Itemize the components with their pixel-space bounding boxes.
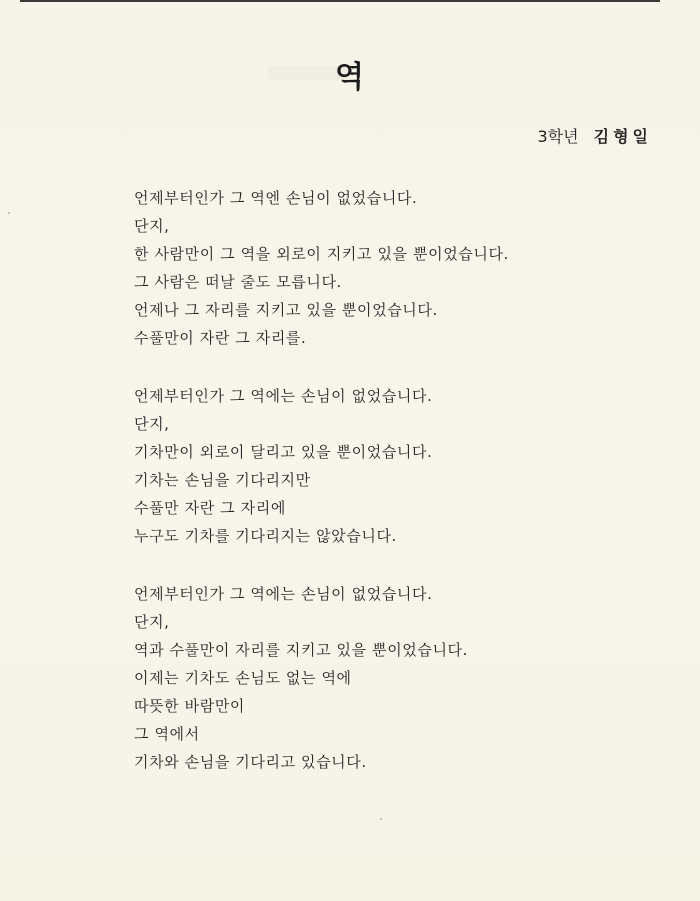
poem-line: 누구도 기차를 기다리지는 않았습니다. xyxy=(134,527,397,545)
paper-speck xyxy=(380,818,382,820)
top-border-rule xyxy=(20,0,660,2)
poem-line: 단지, xyxy=(134,415,170,433)
poem-line: 그 사람은 떠날 줄도 모릅니다. xyxy=(134,273,342,291)
poem-line: 이제는 기차도 손님도 없는 역에 xyxy=(134,669,352,687)
stanza-3 xyxy=(134,580,634,776)
author-grade: 3학년 xyxy=(537,127,579,146)
poem-title: 역 xyxy=(335,60,365,95)
poem-line: 기차는 손님을 기다리지만 xyxy=(134,471,311,489)
poem-line: 언제부터인가 그 역엔 손님이 없었습니다. xyxy=(134,189,418,207)
poem-line: 언제부터인가 그 역에는 손님이 없었습니다. xyxy=(134,387,433,405)
stanza-2 xyxy=(134,382,634,550)
poem-line: 언제부터인가 그 역에는 손님이 없었습니다. xyxy=(134,585,433,603)
poem-line: 기차만이 외로이 달리고 있을 뿐이었습니다. xyxy=(134,443,433,461)
author-name: 김형일 xyxy=(593,127,652,146)
poem-line: 수풀만 자란 그 자리에 xyxy=(134,499,286,517)
poem-line: 단지, xyxy=(134,217,170,235)
author-line xyxy=(537,124,652,147)
poem-line: 단지, xyxy=(134,613,170,631)
poem-line: 역과 수풀만이 자리를 지키고 있을 뿐이었습니다. xyxy=(134,641,469,659)
poem-body xyxy=(134,184,634,806)
poem-line: 한 사람만이 그 역을 외로이 지키고 있을 뿐이었습니다. xyxy=(134,245,509,263)
poem-line: 수풀만이 자란 그 자리를. xyxy=(134,329,307,347)
paper-speck xyxy=(8,212,10,214)
stanza-1 xyxy=(134,184,634,352)
poem-line: 따뜻한 바람만이 xyxy=(134,697,245,715)
poem-line: 기차와 손님을 기다리고 있습니다. xyxy=(134,753,367,771)
poem-line: 그 역에서 xyxy=(134,725,200,743)
poem-line: 언제나 그 자리를 지키고 있을 뿐이었습니다. xyxy=(134,301,438,319)
